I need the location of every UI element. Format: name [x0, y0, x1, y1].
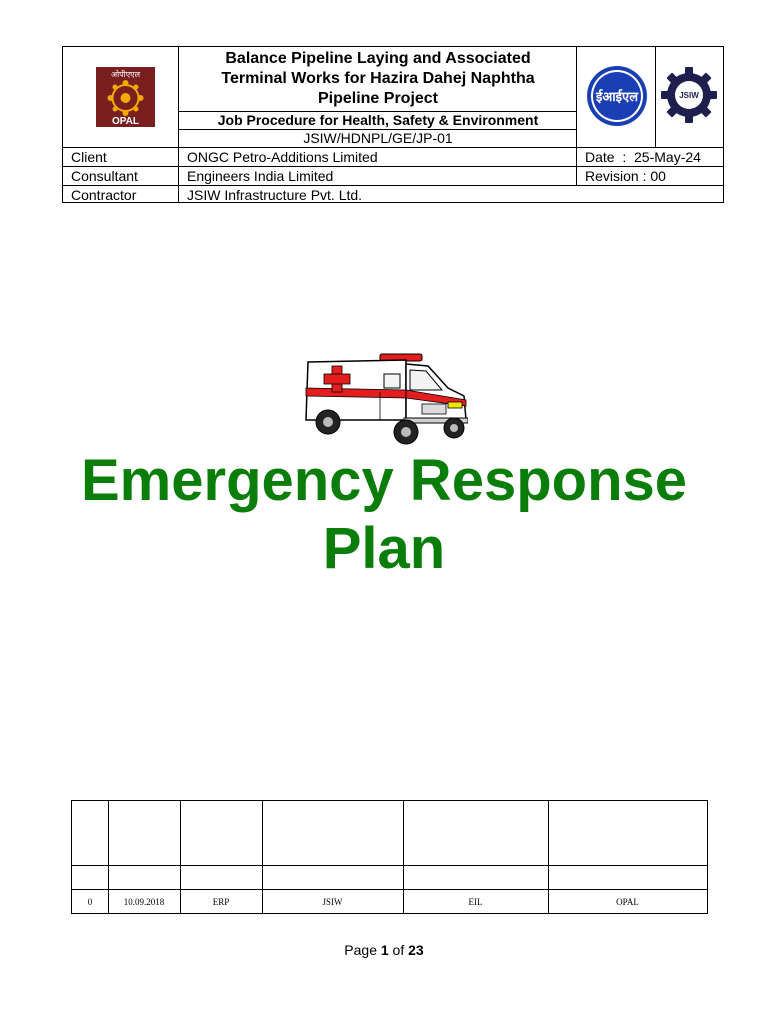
- revision-description-cell: ERP: [212, 897, 230, 907]
- svg-text:ईआईएल: ईआईएल: [595, 90, 639, 105]
- date-field: Date : 25-May-24: [585, 149, 701, 165]
- svg-text:ओपीएएल: ओपीएएल: [110, 70, 141, 79]
- contractor-label: Contractor: [71, 187, 137, 203]
- revision-date-cell: 10.09.2018: [123, 897, 165, 907]
- document-header-table: [62, 46, 724, 203]
- project-title-line: Pipeline Project: [317, 90, 439, 107]
- project-title-line: Balance Pipeline Laying and Associated: [225, 50, 531, 67]
- header-divider: [655, 47, 656, 147]
- current-page-number: 1: [380, 942, 389, 958]
- page-separator: of: [388, 942, 409, 958]
- eil-logo-icon: [586, 65, 648, 127]
- revision-number-cell: 0: [87, 897, 93, 907]
- prepared-by-cell: JSIW: [322, 897, 343, 907]
- document-main-title-line: Plan: [322, 516, 446, 581]
- jsiw-gear-logo-icon: [661, 67, 717, 123]
- client-label: Client: [71, 149, 107, 165]
- ambulance-icon: [300, 352, 468, 446]
- approved-by-cell: OPAL: [616, 897, 639, 907]
- document-number: JSIW/HDNPL/GE/JP-01: [303, 130, 453, 146]
- document-main-title-line: Emergency Response: [80, 448, 688, 513]
- project-title-line: Terminal Works for Hazira Dahej Naphtha: [221, 70, 535, 87]
- consultant-value: Engineers India Limited: [187, 168, 334, 184]
- project-title: [180, 49, 576, 109]
- reviewed-by-cell: EIL: [468, 897, 483, 907]
- svg-text:OPAL: OPAL: [111, 116, 140, 127]
- contractor-value: JSIW Infrastructure Pvt. Ltd.: [187, 187, 363, 203]
- svg-text:JSIW: JSIW: [679, 91, 699, 100]
- table-divider: [72, 889, 707, 890]
- revision-history-table: [71, 800, 708, 914]
- page-number-footer: [0, 941, 768, 959]
- revision-field: Revision : 00: [585, 168, 666, 184]
- header-divider: [178, 47, 179, 147]
- header-divider: [63, 185, 723, 186]
- client-value: ONGC Petro-Additions Limited: [187, 149, 378, 165]
- opal-logo-icon: [96, 67, 155, 127]
- consultant-label: Consultant: [71, 168, 138, 184]
- total-page-count: 23: [408, 942, 424, 958]
- header-divider: [178, 147, 179, 203]
- page-prefix: Page: [344, 942, 381, 958]
- procedure-subtitle: Job Procedure for Health, Safety & Environment: [217, 112, 539, 128]
- table-divider: [72, 865, 707, 866]
